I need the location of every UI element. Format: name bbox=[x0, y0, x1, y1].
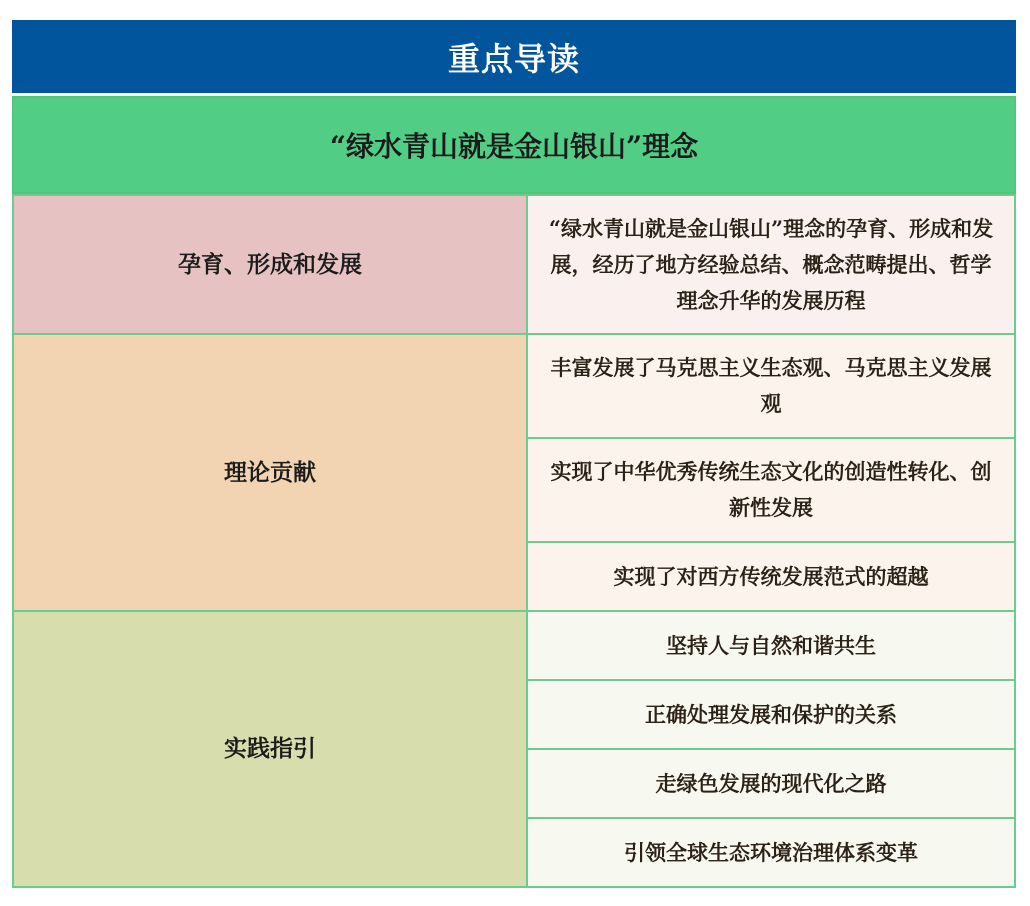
section-label-theory: 理论贡献 bbox=[13, 334, 527, 611]
section-item: 正确处理发展和保护的关系 bbox=[527, 680, 1015, 749]
reading-guide-table bbox=[12, 20, 1016, 888]
section-item: 坚持人与自然和谐共生 bbox=[527, 611, 1015, 680]
content-table bbox=[12, 194, 1016, 888]
concept-title: “绿水青山就是金山银山”理念 bbox=[12, 96, 1016, 194]
section-row bbox=[13, 334, 1015, 438]
section-item: “绿水青山就是金山银山”理念的孕育、形成和发展，经历了地方经验总结、概念范畴提出、哲学理念升华的发展历程 bbox=[527, 195, 1015, 334]
section-item: 实现了对西方传统发展范式的超越 bbox=[527, 542, 1015, 611]
section-label-formation: 孕育、形成和发展 bbox=[13, 195, 527, 334]
section-label-practice: 实践指引 bbox=[13, 611, 527, 887]
section-item: 引领全球生态环境治理体系变革 bbox=[527, 818, 1015, 887]
section-row bbox=[13, 611, 1015, 680]
section-item: 走绿色发展的现代化之路 bbox=[527, 749, 1015, 818]
page-title: 重点导读 bbox=[12, 20, 1016, 93]
section-item: 实现了中华优秀传统生态文化的创造性转化、创新性发展 bbox=[527, 438, 1015, 542]
section-item: 丰富发展了马克思主义生态观、马克思主义发展观 bbox=[527, 334, 1015, 438]
section-row bbox=[13, 195, 1015, 334]
